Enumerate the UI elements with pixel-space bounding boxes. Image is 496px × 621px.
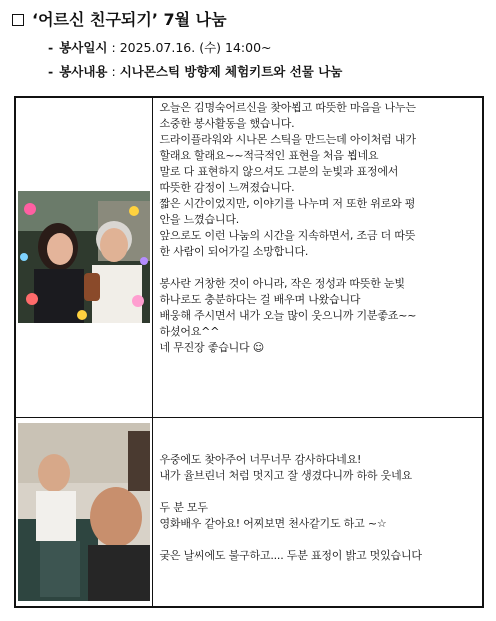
photo-cell: [15, 417, 153, 607]
report-row: [15, 97, 483, 417]
photo-elders-selfie: [18, 191, 150, 323]
photo-couple-selfie: [18, 423, 150, 601]
activity-note: 오늘은 김명숙어르신을 찾아뵙고 따뜻한 마음을 나누는 소중한 봉사활동을 했습니다. 드라이플라워와 시나몬 스틱을 만드는데 아이처럼 내가 할래요 할래요~~적극적인 표현을 처음 뵙네요 말로 다 표현하지 않으셔도 그분의 눈빛과 표정에서 따뜻한 감정이 느껴졌습니다. 짧은 시간이었지만, 이야기를 나누며 저 또한 위로와 평 안을 느꼈습니다. 앞으로도 이런 나눔의 시간을 지속하면서, 조금 더 따뜻 한 사람이 되어가길 소망합니다. 봉사란 거창한 것이 아니라, 작은 정성과 따뜻한 눈빛 하나로도 충분하다는 걸 배우며 나왔습니다 배웅해 주시면서 내가 오늘 많이 웃으니까 기분좋죠~~ 하셨어요^^ 네 무진장 좋습니다 ☺: [159, 101, 417, 354]
page-title: ‘어르신 친구되기’ 7월 나눔: [12, 10, 227, 30]
meta-content-key: 봉사내용: [59, 64, 108, 79]
meta-content-value: 시나몬스틱 방향제 체험키트와 선물 나눔: [119, 64, 343, 79]
checkbox-icon: [12, 14, 24, 26]
meta-content: - 봉사내용 : 시나몬스틱 방향제 체험키트와 선물 나눔: [48, 64, 343, 79]
meta-date-value: 2025.07.16. (수) 14:00~: [119, 40, 272, 55]
report-table: [14, 96, 484, 608]
text-cell: [153, 97, 483, 417]
report-row: [15, 417, 483, 607]
text-cell: [153, 417, 483, 607]
meta-date: - 봉사일시 : 2025.07.16. (수) 14:00~: [48, 40, 272, 55]
activity-note: 우중에도 찾아주어 너무너무 감사하다네요! 내가 율브린너 처럼 멋지고 잘 생겼다니까 하하 웃네요 두 분 모두 영화배우 같아요! 어찌보면 천사같기도 하고 ~☆ 궂은 날씨에도 불구하고.... 두분 표정이 밝고 멋있습니다: [159, 452, 422, 562]
photo-cell: [15, 97, 153, 417]
meta-date-key: 봉사일시: [59, 40, 108, 55]
